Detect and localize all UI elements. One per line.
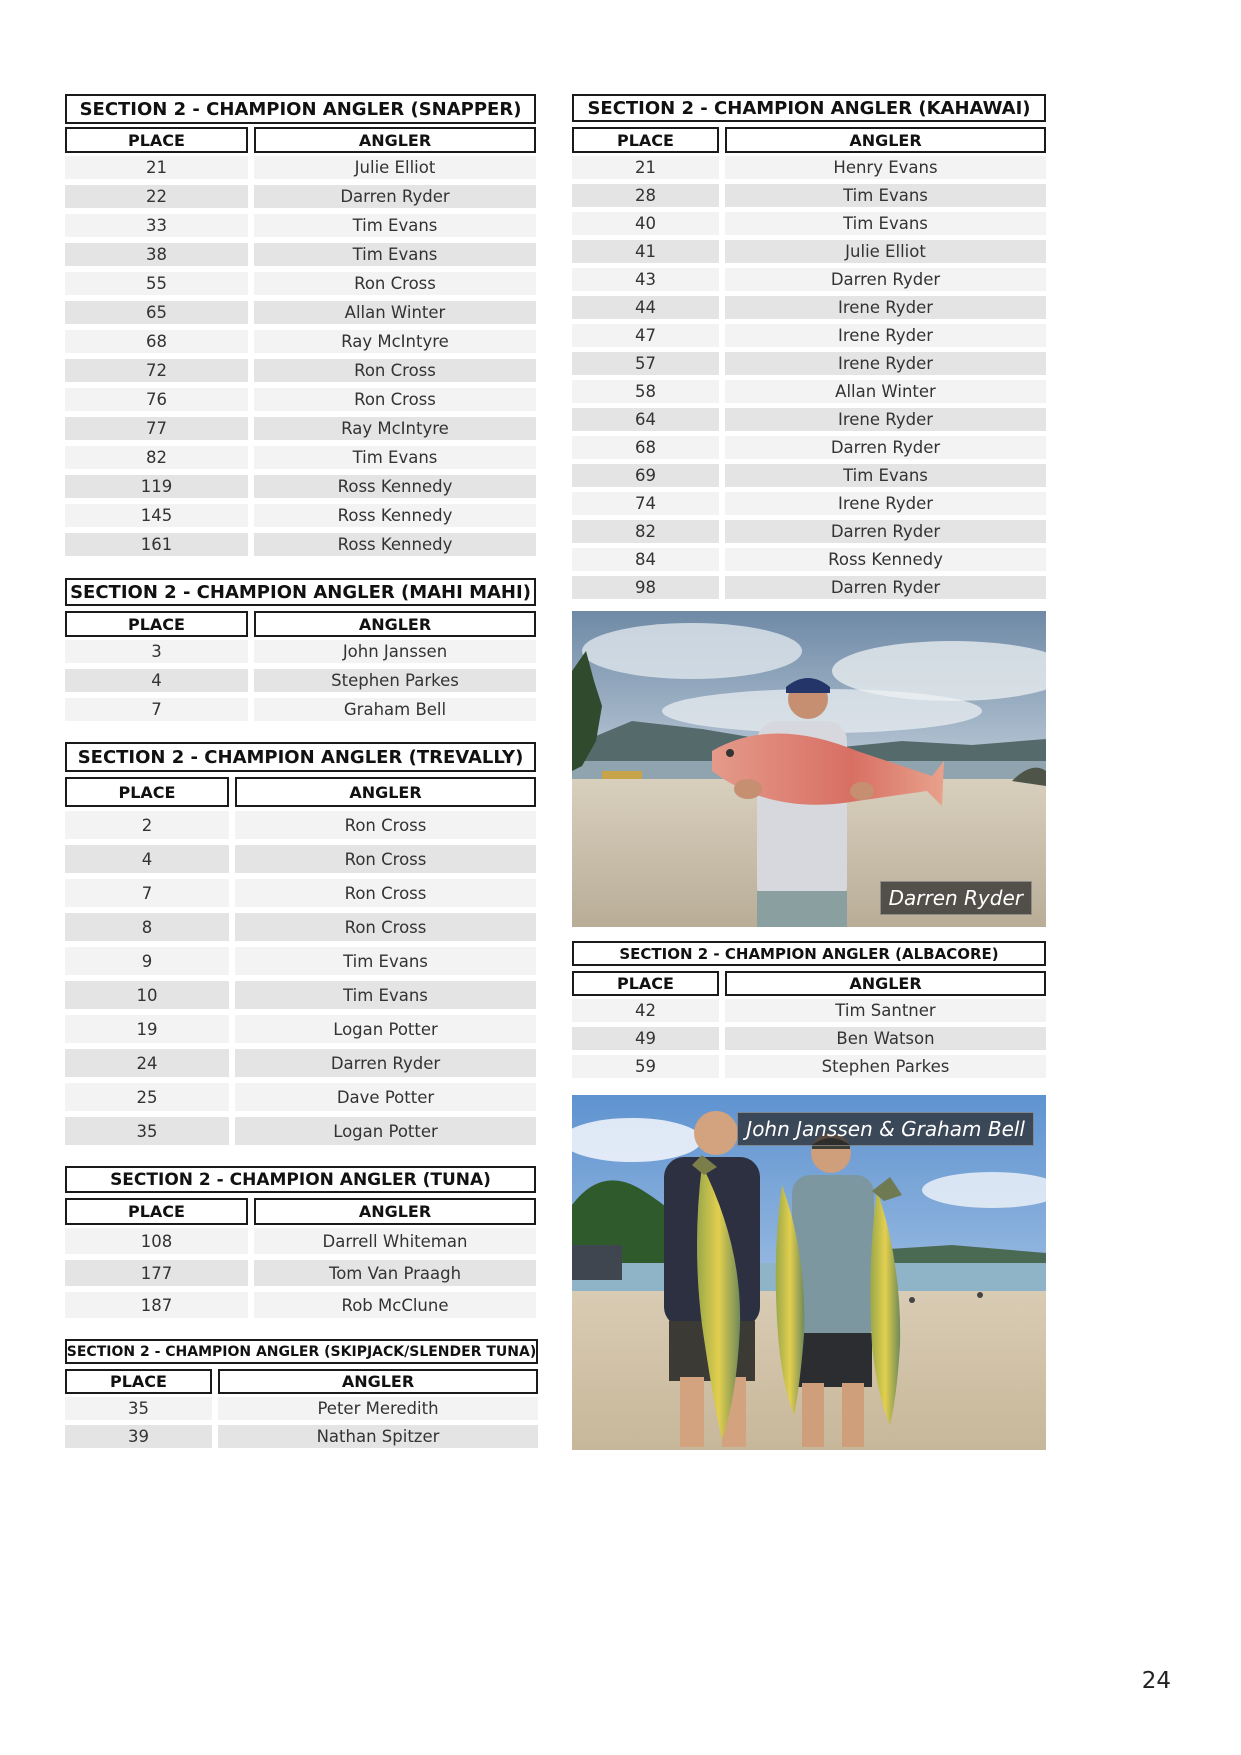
place-cell: 74 bbox=[572, 492, 719, 515]
angler-column-header: ANGLER bbox=[254, 611, 536, 637]
place-cell: 10 bbox=[65, 981, 229, 1009]
angler-column-header: ANGLER bbox=[725, 127, 1046, 153]
angler-column-header: ANGLER bbox=[254, 1198, 536, 1225]
table-title: SECTION 2 - CHAMPION ANGLER (ALBACORE) bbox=[572, 941, 1046, 966]
place-cell: 98 bbox=[572, 576, 719, 599]
place-cell: 38 bbox=[65, 243, 248, 266]
angler-cell: Ross Kennedy bbox=[254, 533, 536, 556]
angler-cell: Tim Evans bbox=[725, 464, 1046, 487]
angler-cell: John Janssen bbox=[254, 640, 536, 663]
angler-cell: Ron Cross bbox=[254, 359, 536, 382]
darren-ryder-snapper-photo bbox=[572, 611, 1046, 927]
angler-cell: Ross Kennedy bbox=[725, 548, 1046, 571]
angler-cell: Ron Cross bbox=[235, 879, 536, 907]
angler-cell: Ron Cross bbox=[235, 913, 536, 941]
place-cell: 43 bbox=[572, 268, 719, 291]
angler-cell: Henry Evans bbox=[725, 156, 1046, 179]
angler-cell: Graham Bell bbox=[254, 698, 536, 721]
angler-cell: Ron Cross bbox=[235, 811, 536, 839]
place-cell: 59 bbox=[572, 1055, 719, 1078]
place-column-header: PLACE bbox=[572, 127, 719, 153]
page-number: 24 bbox=[1141, 1668, 1171, 1694]
angler-cell: Ron Cross bbox=[254, 388, 536, 411]
angler-cell: Tim Evans bbox=[254, 446, 536, 469]
angler-column-header: ANGLER bbox=[235, 777, 536, 807]
angler-cell: Ross Kennedy bbox=[254, 475, 536, 498]
place-cell: 33 bbox=[65, 214, 248, 237]
place-cell: 9 bbox=[65, 947, 229, 975]
angler-cell: Ben Watson bbox=[725, 1027, 1046, 1050]
place-cell: 145 bbox=[65, 504, 248, 527]
angler-cell: Allan Winter bbox=[725, 380, 1046, 403]
place-cell: 177 bbox=[65, 1260, 248, 1286]
angler-cell: Tim Evans bbox=[254, 214, 536, 237]
angler-cell: Ron Cross bbox=[254, 272, 536, 295]
place-cell: 4 bbox=[65, 845, 229, 873]
angler-cell: Julie Elliot bbox=[254, 156, 536, 179]
angler-cell: Irene Ryder bbox=[725, 324, 1046, 347]
angler-cell: Tim Evans bbox=[235, 947, 536, 975]
place-cell: 49 bbox=[572, 1027, 719, 1050]
angler-cell: Darren Ryder bbox=[725, 576, 1046, 599]
mahi-mahi-photo bbox=[572, 1095, 1046, 1450]
place-cell: 64 bbox=[572, 408, 719, 431]
place-cell: 39 bbox=[65, 1425, 212, 1448]
angler-cell: Dave Potter bbox=[235, 1083, 536, 1111]
angler-cell: Ross Kennedy bbox=[254, 504, 536, 527]
place-cell: 119 bbox=[65, 475, 248, 498]
angler-cell: Ray McIntyre bbox=[254, 330, 536, 353]
angler-cell: Allan Winter bbox=[254, 301, 536, 324]
place-cell: 2 bbox=[65, 811, 229, 839]
angler-cell: Tim Santner bbox=[725, 999, 1046, 1022]
place-cell: 21 bbox=[65, 156, 248, 179]
place-cell: 82 bbox=[572, 520, 719, 543]
place-cell: 40 bbox=[572, 212, 719, 235]
angler-cell: Irene Ryder bbox=[725, 296, 1046, 319]
place-cell: 55 bbox=[65, 272, 248, 295]
angler-cell: Tim Evans bbox=[254, 243, 536, 266]
place-cell: 84 bbox=[572, 548, 719, 571]
place-cell: 57 bbox=[572, 352, 719, 375]
place-cell: 21 bbox=[572, 156, 719, 179]
place-cell: 82 bbox=[65, 446, 248, 469]
angler-cell: Peter Meredith bbox=[218, 1397, 538, 1420]
angler-cell: Stephen Parkes bbox=[725, 1055, 1046, 1078]
place-cell: 42 bbox=[572, 999, 719, 1022]
place-cell: 77 bbox=[65, 417, 248, 440]
angler-column-header: ANGLER bbox=[254, 127, 536, 153]
photo-caption: John Janssen & Graham Bell bbox=[737, 1112, 1034, 1146]
table-title: SECTION 2 - CHAMPION ANGLER (KAHAWAI) bbox=[572, 94, 1046, 122]
place-column-header: PLACE bbox=[572, 971, 719, 996]
angler-cell: Tom Van Praagh bbox=[254, 1260, 536, 1286]
place-cell: 22 bbox=[65, 185, 248, 208]
angler-cell: Darrell Whiteman bbox=[254, 1228, 536, 1254]
place-cell: 68 bbox=[65, 330, 248, 353]
place-cell: 108 bbox=[65, 1228, 248, 1254]
angler-cell: Nathan Spitzer bbox=[218, 1425, 538, 1448]
angler-cell: Darren Ryder bbox=[725, 268, 1046, 291]
place-column-header: PLACE bbox=[65, 611, 248, 637]
place-cell: 35 bbox=[65, 1397, 212, 1420]
place-cell: 25 bbox=[65, 1083, 229, 1111]
table-title: SECTION 2 - CHAMPION ANGLER (TUNA) bbox=[65, 1166, 536, 1193]
place-cell: 7 bbox=[65, 698, 248, 721]
place-cell: 76 bbox=[65, 388, 248, 411]
angler-cell: Ray McIntyre bbox=[254, 417, 536, 440]
place-cell: 72 bbox=[65, 359, 248, 382]
angler-cell: Stephen Parkes bbox=[254, 669, 536, 692]
angler-cell: Tim Evans bbox=[725, 184, 1046, 207]
angler-cell: Julie Elliot bbox=[725, 240, 1046, 263]
angler-cell: Tim Evans bbox=[725, 212, 1046, 235]
angler-column-header: ANGLER bbox=[218, 1369, 538, 1394]
place-column-header: PLACE bbox=[65, 1198, 248, 1225]
angler-cell: Tim Evans bbox=[235, 981, 536, 1009]
angler-cell: Ron Cross bbox=[235, 845, 536, 873]
angler-cell: Darren Ryder bbox=[725, 436, 1046, 459]
place-column-header: PLACE bbox=[65, 1369, 212, 1394]
table-title: SECTION 2 - CHAMPION ANGLER (SKIPJACK/SLENDER TUNA) bbox=[65, 1339, 538, 1364]
angler-cell: Irene Ryder bbox=[725, 492, 1046, 515]
place-cell: 7 bbox=[65, 879, 229, 907]
place-cell: 8 bbox=[65, 913, 229, 941]
table-title: SECTION 2 - CHAMPION ANGLER (SNAPPER) bbox=[65, 94, 536, 124]
angler-cell: Irene Ryder bbox=[725, 408, 1046, 431]
place-cell: 161 bbox=[65, 533, 248, 556]
place-cell: 65 bbox=[65, 301, 248, 324]
place-cell: 28 bbox=[572, 184, 719, 207]
angler-cell: Rob McClune bbox=[254, 1292, 536, 1318]
place-cell: 69 bbox=[572, 464, 719, 487]
place-cell: 24 bbox=[65, 1049, 229, 1077]
angler-cell: Logan Potter bbox=[235, 1117, 536, 1145]
place-cell: 4 bbox=[65, 669, 248, 692]
angler-cell: Darren Ryder bbox=[725, 520, 1046, 543]
place-cell: 58 bbox=[572, 380, 719, 403]
place-cell: 187 bbox=[65, 1292, 248, 1318]
place-cell: 19 bbox=[65, 1015, 229, 1043]
place-cell: 41 bbox=[572, 240, 719, 263]
angler-cell: Logan Potter bbox=[235, 1015, 536, 1043]
place-cell: 44 bbox=[572, 296, 719, 319]
photo-caption: Darren Ryder bbox=[880, 881, 1032, 915]
table-title: SECTION 2 - CHAMPION ANGLER (MAHI MAHI) bbox=[65, 578, 536, 606]
table-title: SECTION 2 - CHAMPION ANGLER (TREVALLY) bbox=[65, 742, 536, 772]
angler-cell: Darren Ryder bbox=[235, 1049, 536, 1077]
angler-cell: Irene Ryder bbox=[725, 352, 1046, 375]
place-cell: 68 bbox=[572, 436, 719, 459]
angler-cell: Darren Ryder bbox=[254, 185, 536, 208]
place-cell: 47 bbox=[572, 324, 719, 347]
place-column-header: PLACE bbox=[65, 777, 229, 807]
place-column-header: PLACE bbox=[65, 127, 248, 153]
angler-column-header: ANGLER bbox=[725, 971, 1046, 996]
place-cell: 35 bbox=[65, 1117, 229, 1145]
place-cell: 3 bbox=[65, 640, 248, 663]
